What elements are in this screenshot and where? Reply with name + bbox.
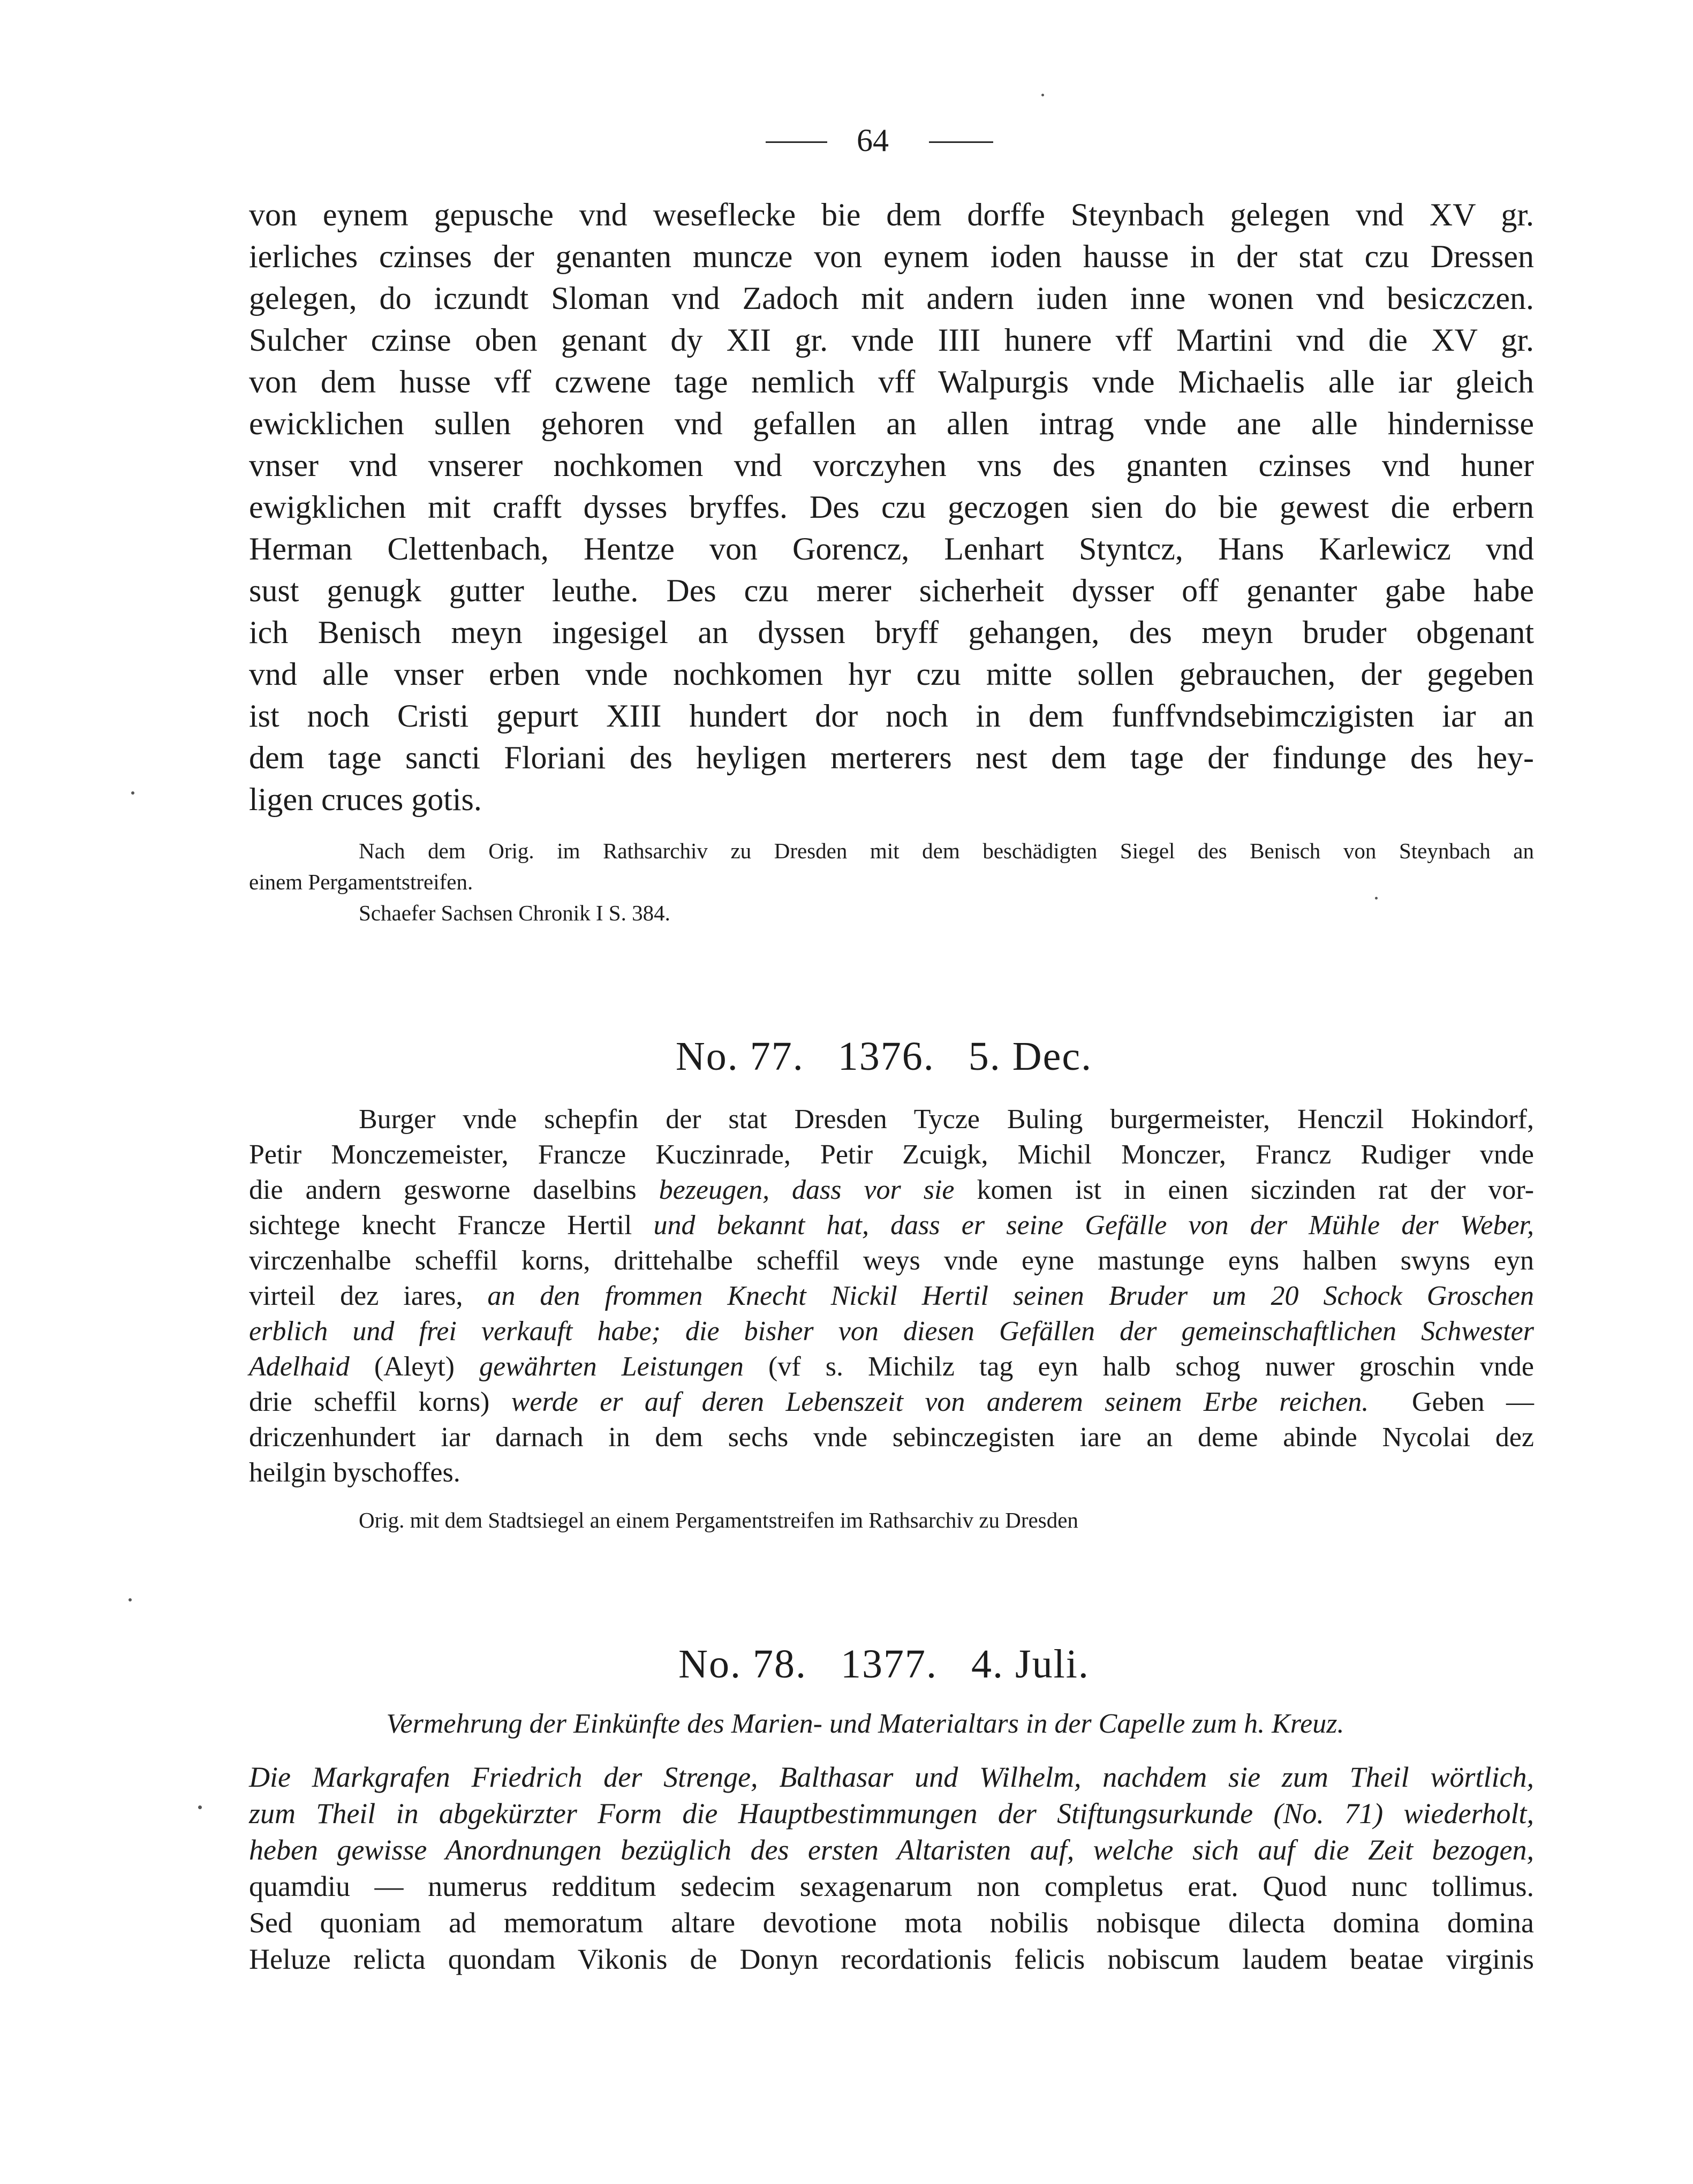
body-line: von eynem gepusche vnd weseflecke bie dem dorffe Steynbach gelegen vnd XV gr. [249, 197, 1534, 232]
italic-text-run: Adelhaid [249, 1351, 350, 1382]
scan-speck [131, 791, 134, 795]
body-line: ierliches czinses der genanten muncze von eynem ioden hausse in der stat czu Dressen [249, 239, 1534, 274]
italic-text-run: an den frommen Knecht Nickil Hertil seinen Bruder um 20 Schock Groschen [487, 1281, 1534, 1311]
body-line: gelegen, do iczundt Sloman vnd Zadoch mit andern iuden inne wonen vnd besiczczen. [249, 281, 1534, 316]
document-78-summary-title: Vermehrung der Einkünfte des Marien- und Materialtars in der Capelle zum h. Kreuz. [386, 1709, 1344, 1739]
source-notes [249, 835, 1534, 928]
italic-text-run: gewährten Leistungen [479, 1351, 744, 1382]
body-line: quamdiu — numerus redditum sedecim sexagenarum non completus erat. Quod nunc tollimus. [249, 1870, 1534, 1902]
text-run: die andern gesworne daselbins [249, 1175, 659, 1205]
body-line: ist noch Cristi gepurt XIII hundert dor noch in dem funffvndsebimczigisten iar an [249, 698, 1534, 734]
page-header [0, 119, 1693, 167]
source-note-line: einem Pergamentstreifen. [249, 870, 473, 894]
source-note-77: Orig. mit dem Stadtsiegel an einem Pergamentstreifen im Rathsarchiv zu Dresden [359, 1508, 1078, 1532]
body-line: vnser vnd vnserer nochkomen vnd vorczyhen vns des gnanten czinses vnd huner [249, 448, 1534, 483]
body-line: Sulcher czinse oben genant dy XII gr. vnde IIII hunere vff Martini vnd die XV gr. [249, 322, 1534, 358]
scan-speck [198, 1805, 202, 1809]
body-line [249, 1349, 1534, 1385]
italic-text-run: bezeugen, dass vor sie [659, 1175, 955, 1205]
body-line [249, 1279, 1534, 1314]
page-number: 64 [857, 123, 889, 158]
body-line [249, 1208, 1534, 1243]
document-heading-77: No. 77. 1376. 5. Dec. [675, 1034, 1093, 1079]
document-heading-78: No. 78. 1377. 4. Juli. [678, 1642, 1090, 1687]
text-run: drie scheffil korns) [249, 1387, 511, 1417]
source-note-line: Nach dem Orig. im Rathsarchiv zu Dresden mit dem beschädigten Siegel des Benisch von Steynbach an [359, 838, 1534, 863]
body-line: sust genugk gutter leuthe. Des czu merer sicherheit dysser off genanter gabe habe [249, 573, 1534, 608]
header-rule-left [766, 141, 827, 143]
text-run: (Aleyt) [349, 1351, 480, 1382]
body-line: Herman Clettenbach, Hentze von Gorencz, Lenhart Styntcz, Hans Karlewicz vnd [249, 531, 1534, 566]
scan-speck [1041, 94, 1044, 96]
body-line: zum Theil in abgekürzter Form die Hauptbestimmungen der Stiftungsurkunde (No. 71) wiederholt, [249, 1797, 1534, 1830]
body-line [249, 1173, 1534, 1208]
body-line: driczenhundert iar darnach in dem sechs vnde sebinczegisten iare an deme abinde Nycolai dez [249, 1422, 1534, 1453]
body-text-continued [249, 194, 1534, 820]
document-78-body [249, 1759, 1534, 1977]
scan-speck [129, 1598, 132, 1601]
text-run: (vf s. Michilz tag eyn halb schog nuwer groschin vnde [743, 1351, 1534, 1382]
body-line: vnd alle vnser erben vnde nochkomen hyr czu mitte sollen gebrauchen, der gegeben [249, 656, 1534, 692]
text-run: sichtege knecht Francze Hertil [249, 1210, 654, 1241]
body-line: Die Markgrafen Friedrich der Strenge, Balthasar und Wilhelm, nachdem sie zum Theil wörtlich, [249, 1761, 1534, 1793]
body-line: heben gewisse Anordnungen bezüglich des ersten Altaristen auf, welche sich auf die Zeit bezogen, [249, 1834, 1534, 1866]
text-run: komen ist in einen siczinden rat der vor- [954, 1175, 1535, 1205]
document-77-body [249, 1102, 1534, 1491]
body-line: Petir Monczemeister, Francze Kuczinrade, Petir Zcuigk, Michil Monczer, Francz Rudiger vnde [249, 1139, 1534, 1170]
italic-text-run: und bekannt hat, dass er seine Gefälle von der Mühle der Weber, [653, 1210, 1534, 1241]
header-rule-right [929, 141, 993, 143]
body-line: von dem husse vff czwene tage nemlich vff Walpurgis vnde Michaelis alle iar gleich [249, 364, 1534, 399]
body-line: Heluze relicta quondam Vikonis de Donyn recordationis felicis nobiscum laudem beatae virginis [249, 1943, 1534, 1975]
body-line: dem tage sancti Floriani des heyligen merterers nest dem tage der findunge des hey- [249, 740, 1534, 775]
source-note-reference: Schaefer Sachsen Chronik I S. 384. [359, 901, 670, 925]
italic-text-run: werde er auf deren Lebenszeit von anderem seinem Erbe reichen. [511, 1387, 1369, 1417]
body-line: ich Benisch meyn ingesigel an dyssen bryff gehangen, des meyn bruder obgenant [249, 615, 1534, 650]
text-run: virteil dez iares, [249, 1281, 488, 1311]
body-line [249, 1385, 1534, 1420]
body-line: Sed quoniam ad memoratum altare devotione mota nobilis nobisque dilecta domina domina [249, 1907, 1534, 1939]
body-line: ewicklichen sullen gehoren vnd gefallen an allen intrag vnde ane alle hindernisse [249, 406, 1534, 441]
body-line: erblich und frei verkauft habe; die bisher von diesen Gefällen der gemeinschaftlichen Schwester [249, 1316, 1534, 1347]
scan-speck [1375, 897, 1378, 900]
body-line: virczenhalbe scheffil korns, drittehalbe scheffil weys vnde eyne mastunge eyns halben swyns eyn [249, 1245, 1534, 1276]
body-line: ewigklichen mit crafft dysses bryffes. Des czu geczogen sien do bie gewest die erbern [249, 489, 1534, 525]
text-run: Geben — [1369, 1387, 1534, 1417]
body-line: heilgin byschoffes. [249, 1457, 460, 1488]
body-line: ligen cruces gotis. [249, 782, 482, 817]
body-line: Burger vnde schepfin der stat Dresden Tycze Buling burgermeister, Henczil Hokindorf, [359, 1104, 1534, 1135]
